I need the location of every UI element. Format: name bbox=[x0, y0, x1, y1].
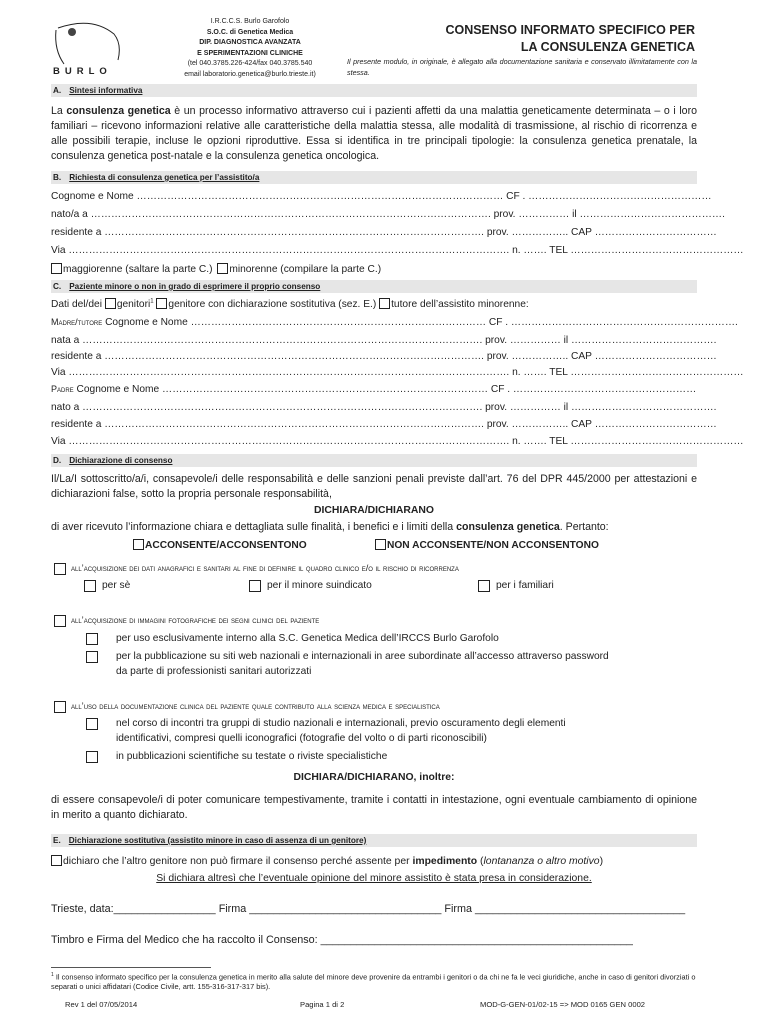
item1-label: all’acquisizione dei dati anagrafici e sanitari al fine di definire il quadro clinico e/o il rischio di ricorrenza bbox=[71, 563, 459, 573]
institute-line: I.R.C.C.S. Burlo Garofolo bbox=[210, 18, 290, 25]
patient-residence-field[interactable]: residente a …………………………………………………………………………………………………. prov. …………….. CAP ……………………………… bbox=[51, 227, 717, 238]
footnote-mark: 1 bbox=[51, 972, 54, 978]
title-line: CONSENSO INFORMATO SPECIFICO PER bbox=[445, 23, 695, 37]
declare-heading-2: DICHIARA/DICHIARANO, inoltre: bbox=[293, 772, 455, 783]
patient-birth-field[interactable]: nato/a a ………………………………………………………………………………………………………. prov. …………… il ……………………………………. bbox=[51, 209, 725, 220]
no-consent-checkbox[interactable] bbox=[375, 539, 386, 550]
adult-label: maggiorenne (saltare la parte C.) bbox=[63, 264, 213, 275]
text: è un processo informativo attraverso cui i pazienti affetti da una malattia geneticamente determinata – o i loro familiari – ricevono informazioni relative alle caratteristiche della malattia stessa, alle modalità di trasmissione, al rischio di ricorrenza e alle possibili terapie, incluse le opzioni riproduttive. Essa si identifica in tre principali tipologie: la consulenza genetica prenatale, la consulenza genetica post-natale e la consulenza genetica oncologica. bbox=[51, 105, 697, 162]
section-c-header bbox=[51, 280, 697, 293]
institute-line: DIP. DIAGNOSTICA AVANZATA bbox=[199, 39, 301, 46]
mother-line: Cognome e Nome …………………………………………………………………………… CF . …………………………………………………………. bbox=[102, 317, 738, 328]
mother-birth-field[interactable]: nata a ………………………………………………………………………………………………………. prov. …………… il ……………………………………. bbox=[51, 335, 717, 346]
item2a-label: per uso esclusivamente interno alla S.C. Genetica Medica dell’IRCCS Burlo Garofolo bbox=[116, 633, 499, 644]
dati-label: Dati del/dei bbox=[51, 299, 102, 310]
item1a-checkbox[interactable] bbox=[84, 580, 96, 592]
text: ( bbox=[477, 856, 484, 867]
text: La bbox=[51, 105, 67, 117]
section-letter: B. bbox=[53, 173, 62, 182]
section-b-header bbox=[51, 171, 697, 184]
parents-label: genitori bbox=[116, 299, 151, 310]
section-title: Paziente minore o non in grado di esprimere il proprio consenso bbox=[69, 282, 321, 291]
no-consent-label: NON ACCONSENTE/NON ACCONSENTONO bbox=[387, 540, 599, 551]
guardian-type-options bbox=[51, 298, 529, 310]
institute-line: E SPERIMENTAZIONI CLINICHE bbox=[197, 49, 303, 57]
text: ) bbox=[599, 856, 604, 867]
text-italic: lontananza o altro motivo bbox=[483, 856, 600, 867]
text: di aver ricevuto l’informazione chiara e dettagliata sulle finalità, i benefici e i limiti della bbox=[51, 521, 457, 533]
mother-name-field[interactable] bbox=[51, 317, 738, 328]
final-statement: di essere consapevole/i di poter comunicare tempestivamente, tramite i contatti in intestazione, ogni eventuale cambiamento di opinione in merito a quanto dichiarato. bbox=[51, 794, 697, 821]
item1b-label: per il minore suindicato bbox=[267, 580, 372, 591]
institute-line: (tel 040.3785.226-424/fax 040.3785.540 bbox=[187, 60, 313, 67]
adult-checkbox[interactable] bbox=[51, 263, 62, 274]
tutor-checkbox[interactable] bbox=[379, 298, 390, 309]
parents-checkbox[interactable] bbox=[105, 298, 116, 309]
institute-line: S.O.C. di Genetica Medica bbox=[206, 28, 294, 36]
consent-option bbox=[133, 539, 307, 551]
section-letter: C. bbox=[53, 282, 62, 291]
item1c-checkbox[interactable] bbox=[478, 580, 490, 592]
tutor-label: tutore dell’assistito minorenne: bbox=[391, 299, 529, 310]
footnote-text: Il consenso informato specifico per la consulenza genetica in merito alla salute del minore deve provenire da entrambi i genitori o da chi ne fa le veci giuridiche, anche in caso di genitori divorziati o separati o unici affidatari (Codice Civile, artt. 155-316-317-317 bis). bbox=[51, 972, 696, 992]
minor-label: minorenne (compilare la parte C.) bbox=[229, 264, 382, 275]
single-parent-label: genitore con dichiarazione sostitutiva (sez. E.) bbox=[168, 299, 377, 310]
institute-line: email laboratorio.genetica@burlo.trieste.it) bbox=[184, 70, 316, 78]
item2-checkbox[interactable] bbox=[54, 615, 66, 627]
section-title: Dichiarazione di consenso bbox=[69, 456, 173, 465]
revision-info: Rev 1 del 07/05/2014 bbox=[65, 1000, 138, 1009]
text-bold: consulenza genetica bbox=[66, 105, 171, 117]
footnote bbox=[51, 970, 701, 992]
section-a-text bbox=[51, 104, 697, 164]
declare-heading: DICHIARA/DICHIARANO bbox=[313, 505, 435, 516]
footnote-divider bbox=[51, 967, 211, 968]
mother-address-field[interactable]: Via …………………………………………………………………………………………………………………. n. ……. TEL …………………………………………… bbox=[51, 367, 744, 378]
item3b-label: in pubblicazioni scientifiche su testate o riviste specialistiche bbox=[116, 751, 388, 762]
item1c-label: per i familiari bbox=[496, 580, 554, 591]
section-d-header bbox=[51, 454, 697, 467]
section-title: Dichiarazione sostitutiva (assistito minore in caso di assenza di un genitore) bbox=[68, 836, 367, 845]
logo-text: BURLO bbox=[53, 66, 112, 77]
section-letter: E. bbox=[53, 836, 61, 845]
item3-checkbox[interactable] bbox=[54, 701, 66, 713]
declaration-intro: Il/La/I sottoscritto/a/i, consapevole/i delle responsabilità e delle sanzioni penali previste dall’art. 76 del DPR 445/2000 per attestazioni e dichiarazioni false, sotto la propria personale responsabilità, bbox=[51, 473, 697, 500]
item3a-label-cont: identificativi, compresi quelli iconografici (fotografie del volto o di parti riconoscibili) bbox=[116, 733, 487, 744]
item3b-checkbox[interactable] bbox=[86, 751, 98, 763]
minor-checkbox[interactable] bbox=[217, 263, 228, 274]
section-letter: D. bbox=[53, 456, 62, 465]
date-signature-fields[interactable]: Trieste, data:_________________ Firma ________________________________ Firma ___________________________________ bbox=[51, 903, 686, 915]
no-consent-option bbox=[375, 539, 599, 551]
section-title: Sintesi informativa bbox=[69, 86, 143, 95]
item1a-label: per sè bbox=[102, 580, 131, 591]
father-address-field[interactable]: Via …………………………………………………………………………………………………………………. n. ……. TEL …………………………………………… bbox=[51, 436, 744, 447]
document-title bbox=[405, 22, 695, 56]
item1b-checkbox[interactable] bbox=[249, 580, 261, 592]
father-label: Padre bbox=[51, 384, 74, 394]
page-number: Pagina 1 di 2 bbox=[300, 1000, 345, 1009]
item2-label: all’acquisizione di immagini fotografiche dei segni clinici del paziente bbox=[71, 615, 320, 625]
text-bold: consulenza genetica bbox=[456, 521, 560, 533]
father-residence-field[interactable]: residente a …………………………………………………………………………………………………. prov. …………….. CAP ……………………………… bbox=[51, 419, 717, 430]
patient-address-field[interactable]: Via …………………………………………………………………………………………………………………. n. ……. TEL …………………………………………… bbox=[51, 245, 744, 256]
item1-checkbox[interactable] bbox=[54, 563, 66, 575]
text-bold: impedimento bbox=[412, 856, 478, 867]
substitute-checkbox[interactable] bbox=[51, 855, 62, 866]
received-info-text bbox=[51, 521, 609, 533]
text: . Pertanto: bbox=[559, 521, 609, 533]
section-a-header bbox=[51, 84, 697, 97]
father-birth-field[interactable]: nato a ………………………………………………………………………………………………………. prov. …………… il ……………………………………. bbox=[51, 402, 717, 413]
substitute-declaration bbox=[51, 855, 603, 867]
title-line: LA CONSULENZA GENETICA bbox=[520, 40, 695, 54]
mother-label: Madre/tutore bbox=[51, 317, 103, 327]
item3-label: all’uso della documentazione clinica del paziente quale contributo alla scienza medica e specialistica bbox=[71, 701, 440, 711]
doctor-signature-field[interactable]: Timbro e Firma del Medico che ha raccolto il Consenso: ____________________________________________________ bbox=[51, 934, 633, 946]
section-title: Richiesta di consulenza genetica per l’assistito/a bbox=[69, 173, 260, 182]
single-parent-checkbox[interactable] bbox=[156, 298, 167, 309]
mother-residence-field[interactable]: residente a …………………………………………………………………………………………………. prov. …………….. CAP ……………………………… bbox=[51, 351, 717, 362]
item3a-checkbox[interactable] bbox=[86, 718, 98, 730]
section-e-header bbox=[51, 834, 697, 847]
institute-block bbox=[150, 17, 350, 80]
item2b-label-cont: da parte di professionisti sanitari autorizzati bbox=[116, 666, 312, 677]
father-name-field[interactable] bbox=[51, 384, 696, 395]
archive-note: Il presente modulo, in originale, è allegato alla documentazione sanitaria e conservato illimitatamente con la stessa. bbox=[347, 57, 697, 77]
patient-name-field[interactable]: Cognome e Nome ……………………………………………………………………………………………… CF . ……………………………………………… bbox=[51, 191, 712, 202]
item2b-checkbox[interactable] bbox=[86, 651, 98, 663]
consent-checkbox[interactable] bbox=[133, 539, 144, 550]
item2b-label: per la pubblicazione su siti web nazionali e internazionali in aree subordinate all’accesso attraverso password bbox=[116, 651, 609, 662]
consent-label: ACCONSENTE/ACCONSENTONO bbox=[145, 540, 307, 551]
footnote-ref: 1 bbox=[150, 298, 154, 305]
father-line: Cognome e Nome …………………………………………………………………………………… CF . ……………………………………………… bbox=[73, 384, 697, 395]
item3a-label: nel corso di incontri tra gruppi di studio nazionali e internazionali, previo oscuramento degli elementi bbox=[116, 718, 566, 729]
section-letter: A. bbox=[53, 86, 62, 95]
item2a-checkbox[interactable] bbox=[86, 633, 98, 645]
document-code: MOD-G-GEN-01/02-15 => MOD 0165 GEN 0002 bbox=[480, 1000, 646, 1009]
text: dichiaro che l’altro genitore non può firmare il consenso perché assente per bbox=[63, 856, 413, 867]
age-options bbox=[51, 263, 381, 275]
minor-opinion-note: Si dichiara altresì che l’eventuale opinione del minore assistito è stata presa in considerazione. bbox=[156, 873, 592, 884]
